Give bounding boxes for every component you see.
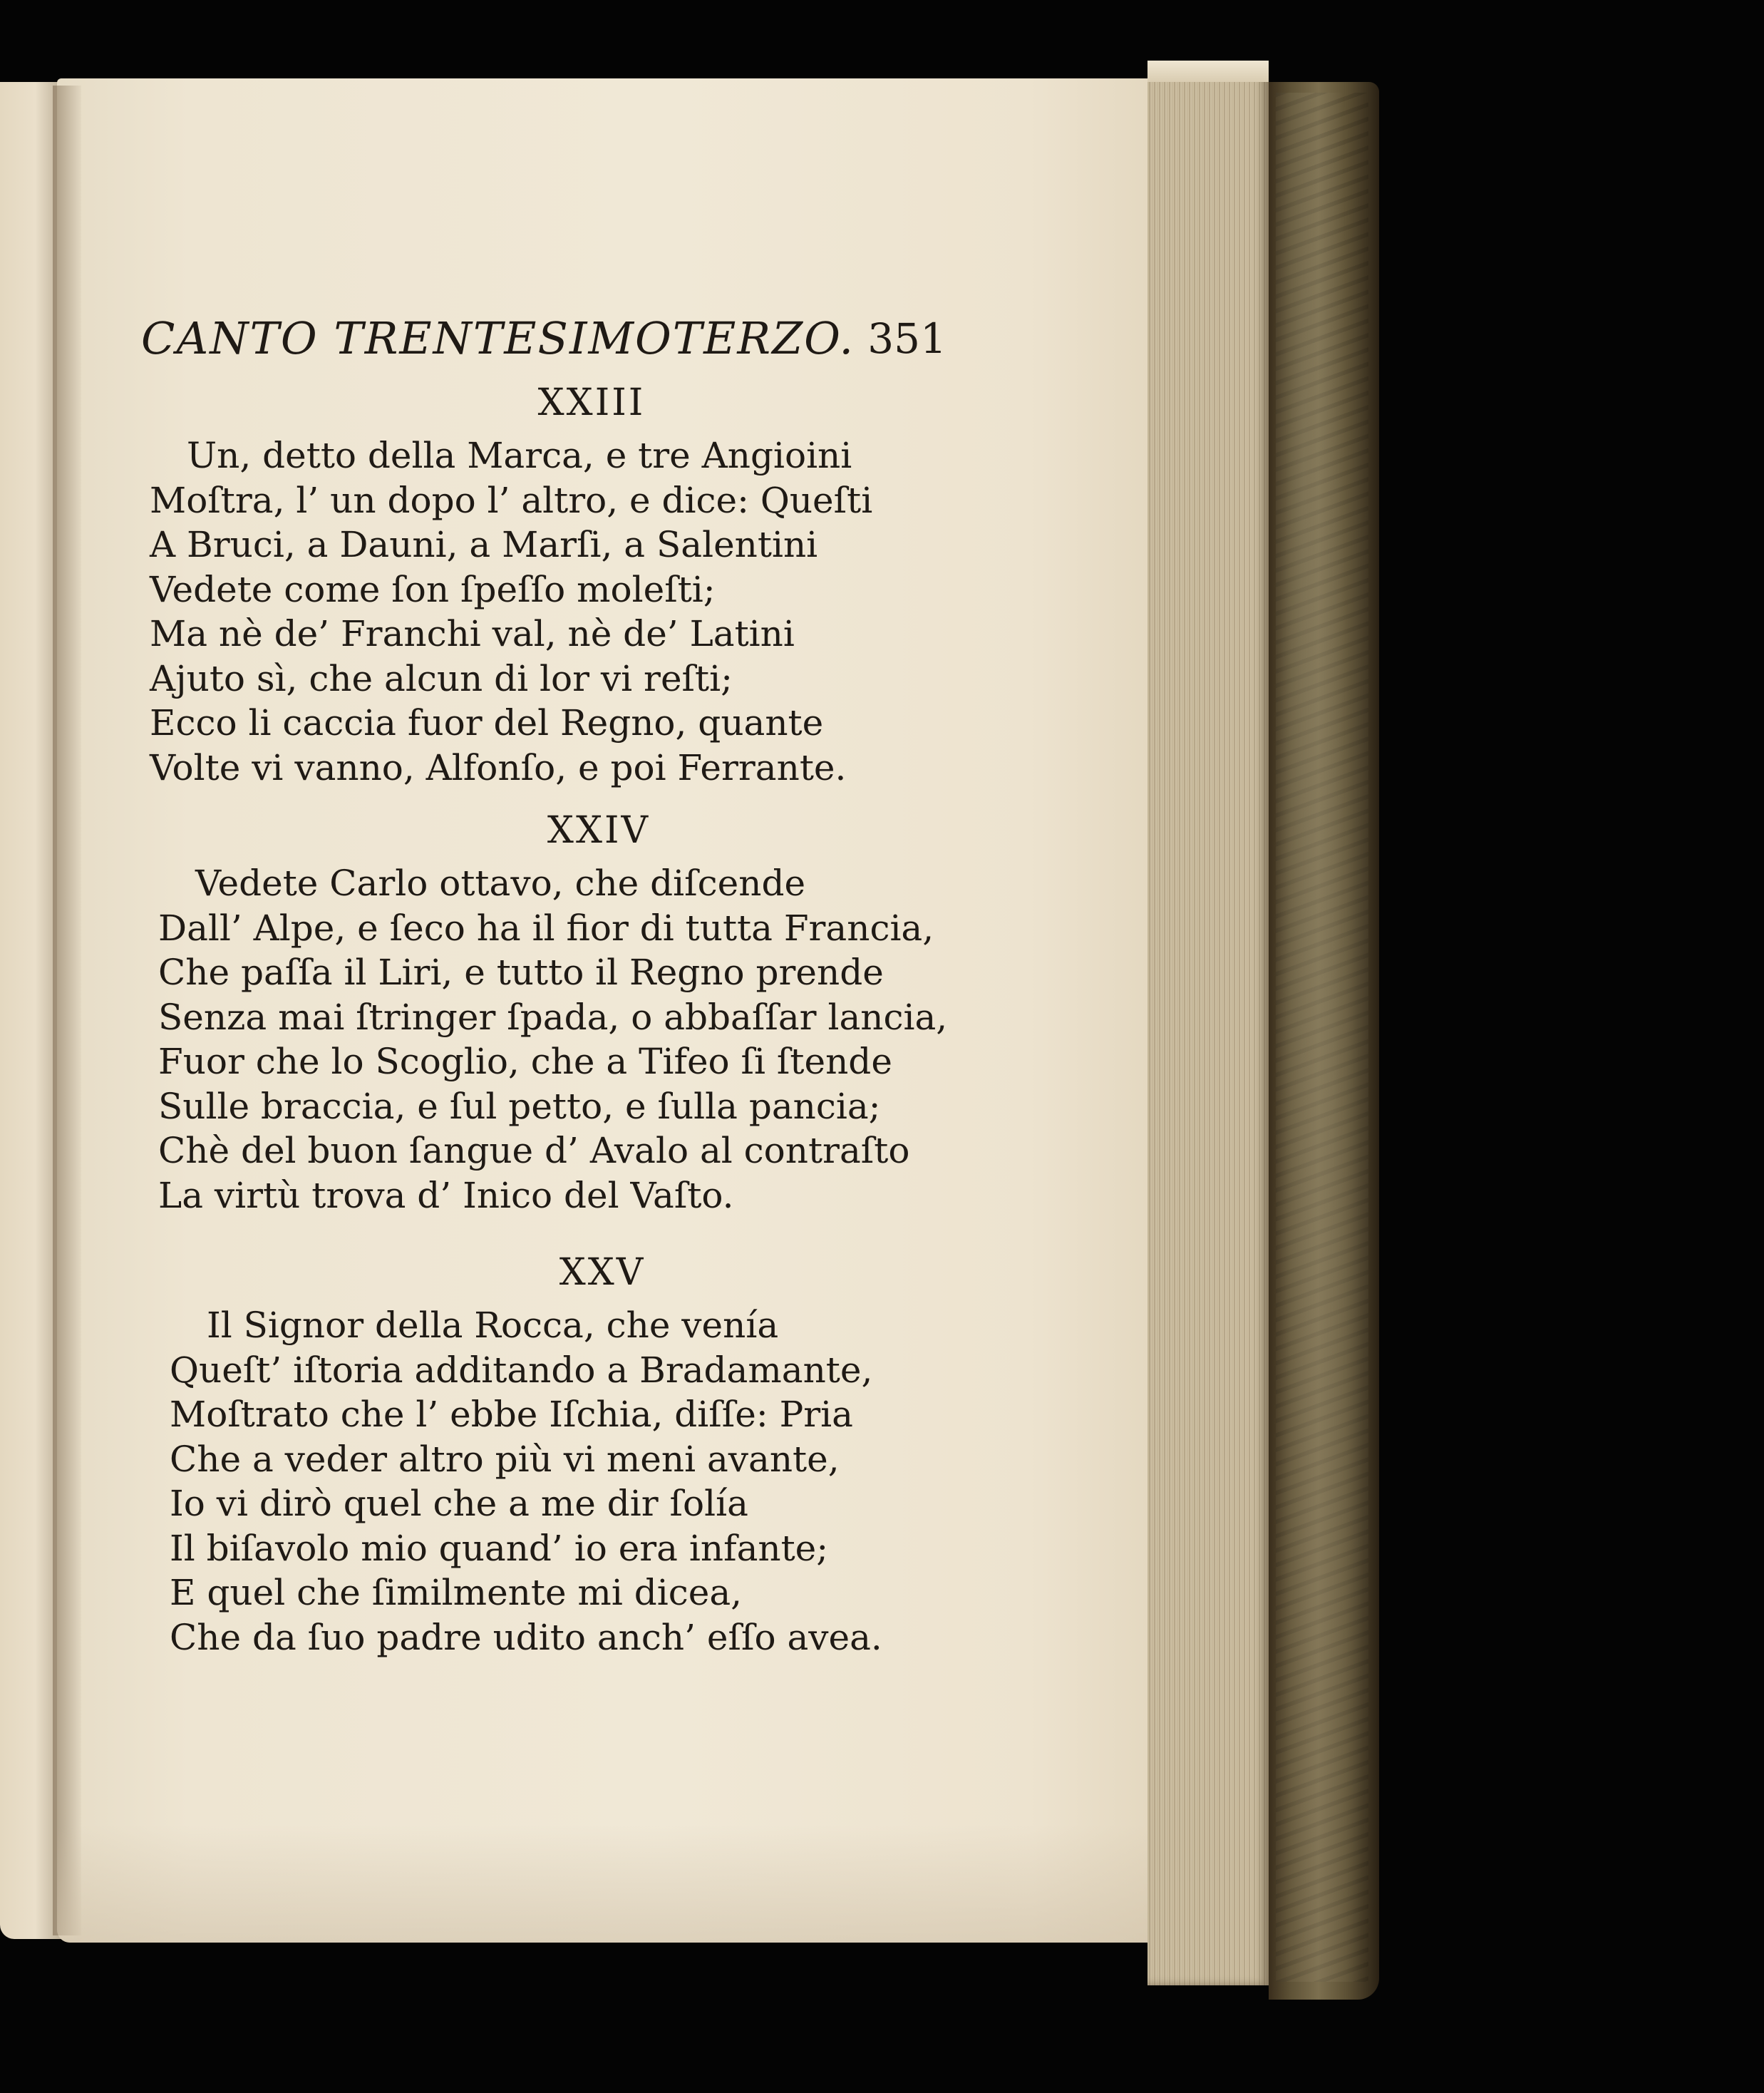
verse-line: Vedete Carlo ottavo, che diſcende <box>195 863 806 904</box>
verse-line: Chè del buon ſangue d’ Avalo al contraſto <box>158 1130 910 1171</box>
verse-line: Vedete come ſon ſpeſſo moleſti; <box>150 568 716 610</box>
running-header <box>141 299 947 378</box>
verse-line: Moſtrato che l’ ebbe Iſchia, diſſe: Pria <box>170 1394 853 1435</box>
verse-line: Senza mai ſtringer ſpada, o abbaſſar lancia, <box>158 996 948 1038</box>
stanza <box>170 1303 882 1660</box>
verse-line: Moſtra, l’ un dopo l’ altro, e dice: Queſti <box>150 479 873 521</box>
verse-line: Che paſſa il Liri, e tutto il Regno prende <box>158 952 884 993</box>
verse-line: Volte vi vanno, Alfonſo, e poi Ferrante. <box>150 746 847 788</box>
stanza-numeral: XXV <box>559 1251 646 1294</box>
running-title: CANTO TRENTESIMOTERZO. <box>141 312 855 364</box>
verse-line: E quel che ſimilmente mi dicea, <box>170 1572 743 1613</box>
verse-line: Queſt’ iſtoria additando a Bradamante, <box>170 1349 873 1391</box>
stanza <box>150 433 872 790</box>
verse-line: Io vi dirò quel che a me dir ſolía <box>170 1483 748 1524</box>
verse-line: Il Signor della Rocca, che venía <box>207 1305 779 1346</box>
page-number: 351 <box>867 314 947 363</box>
verse-line: Un, detto della Marca, e tre Angioini <box>187 435 852 476</box>
verse-line: Ma nè de’ Franchi val, nè de’ Latini <box>150 613 795 654</box>
stanza-numeral: XXIII <box>537 381 646 424</box>
verse-line: Il biſavolo mio quand’ io era infante; <box>170 1527 829 1569</box>
verse-line: Sulle braccia, e ſul petto, e ſulla pancia; <box>158 1085 881 1127</box>
stanza-numeral: XXIV <box>547 809 651 852</box>
verse-line: Ecco li caccia fuor del Regno, quante <box>150 702 824 744</box>
verse-line: La virtù trova d’ Inico del Vaſto. <box>158 1174 734 1216</box>
verse-line: Fuor che lo Scoglio, che a Tifeo ſi ſtende <box>158 1041 892 1082</box>
verse-line: Che da ſuo padre udito anch’ eſſo avea. <box>170 1616 882 1658</box>
stanza <box>158 861 947 1218</box>
verse-line: Dall’ Alpe, e ſeco ha il fior di tutta Francia, <box>158 907 934 949</box>
verse-line: A Bruci, a Dauni, a Marſi, a Salentini <box>150 524 818 565</box>
verse-line: Che a veder altro più vi meni avante, <box>170 1438 840 1480</box>
verse-line: Ajuto sì, che alcun di lor vi reſti; <box>150 657 733 699</box>
